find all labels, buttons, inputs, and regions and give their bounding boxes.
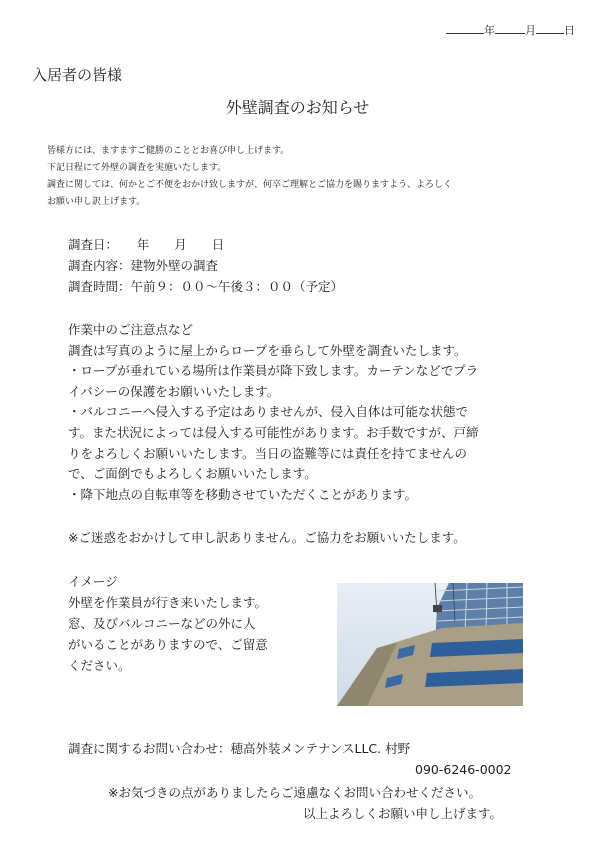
image-line: 窓、及びバルコニーなどの外に人 [68,616,256,631]
image-heading: イメージ [68,574,118,589]
addressee: 入居者の皆様 [32,66,123,84]
schedule-date: 調査日： 年 月 日 [68,237,225,252]
intro-line: お願い申し訳上げます。 [47,197,146,207]
building-photo [337,583,523,706]
notes-line: ・バルコニーへ侵入する予定はありませんが、侵入自体は可能な状態で [68,404,469,420]
notes-line: ・ロープが垂れている場所は作業員が降下致します。カーテンなどでプラ [68,363,479,379]
intro-line: 下記日程にて外壁の調査を実施いたします。 [47,163,227,173]
notes-line: 調査は写真のように屋上からロープを垂らして外壁を調査いたします。 [68,342,467,358]
image-line: がいることがありますので、ご留意 [68,637,268,652]
closing-greeting: 以上よろしくお願い申し上げます。 [303,806,503,821]
apology-note: ※ご迷惑をおかけして申し訳ありません。ご協力をお願いいたします。 [68,530,466,545]
intro-line: 皆様方には、ますますご健勝のこととお喜び申し上げます。 [47,146,290,156]
month-blank [495,23,525,34]
notes-line: で、ご面倒でもよろしくお願いいたします。 [68,466,317,482]
schedule-content: 調査内容：建物外壁の調査 [68,258,219,273]
year-blank [446,23,484,34]
image-section [68,571,268,676]
month-label: 月 [525,24,536,37]
worker [433,605,442,612]
notes-heading: 作業中のご注意点など [68,322,194,337]
image-line: ください。 [68,658,131,673]
closing-note: ※お気づきの点がありましたらご遠慮なくお問い合わせください。 [108,785,481,800]
contact-phone: 090-6246-0002 [415,762,512,777]
schedule-time: 調査時間：午前９：００〜午後３：００（予定） [68,279,344,294]
schedule-block [68,234,343,297]
contact-line: 調査に関するお問い合わせ：穂高外装メンテナンスLLC. 村野 [68,741,411,756]
notes-line: す。また状況によっては侵入する可能性があります。お手数ですが、戸締 [68,424,479,440]
date-line [446,22,575,38]
notes-line: ・降下地点の自転車等を移動させていただくことがあります。 [68,486,418,502]
page-title: 外壁調査のお知らせ [225,98,370,117]
intro-line: 調査に関しては、何かとご不便をおかけ致しますが、何卒ご理解とご協力を賜りますよう、よろしく [47,180,453,190]
image-line: 外壁を作業員が行き来いたします。 [68,595,268,610]
intro-paragraph [47,143,452,211]
building-photo-illustration [337,583,523,706]
year-label: 年 [484,24,495,37]
notes-line: イバシーの保護をお願いいたします。 [68,383,280,399]
day-label: 日 [564,24,575,37]
day-blank [536,23,564,34]
notes-line: りをよろしくお願いいたします。当日の盗難等には責任を持てませんの [68,445,468,461]
notes-block [68,320,479,505]
